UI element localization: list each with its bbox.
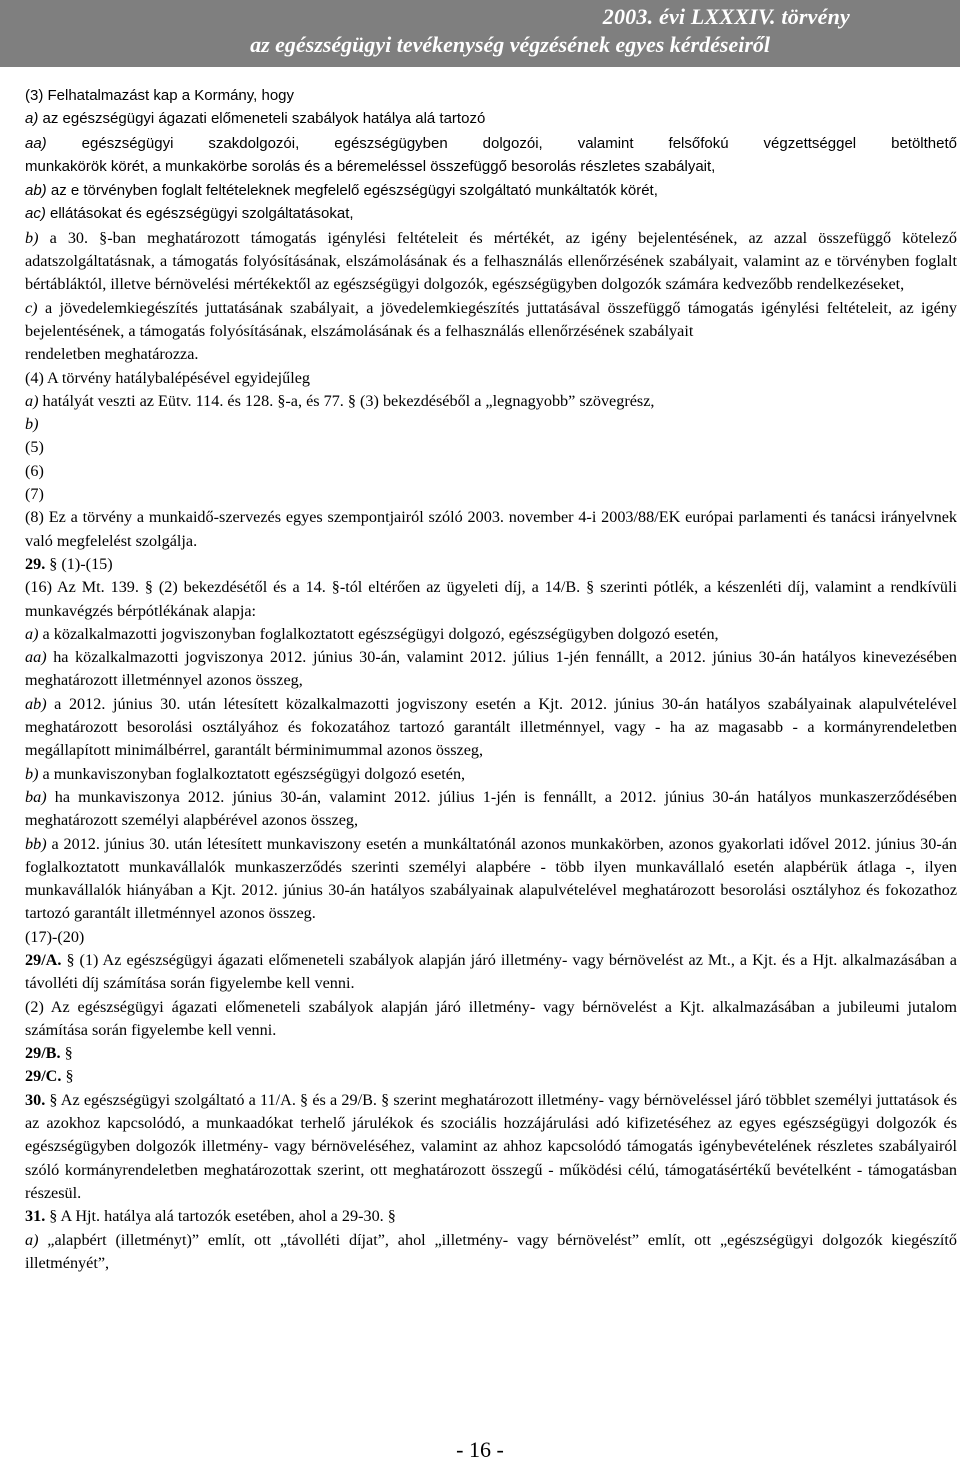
paragraph: c) a jövedelemkiegészítés juttatásának szabályait, a jövedelemkiegészítés juttatásával összefüggő támogatás igénylési feltételeit, az igény bejelentésének, a támogatás folyósításának, elszámolásának és a felhasználás ellenőrzésének szabályait (25, 298, 957, 340)
paragraph: munkakörök körét, a munkakörbe sorolás és a béremeléssel összefüggő besorolás részletes szabályait, (25, 157, 716, 175)
paragraph: a) hatályát veszti az Eütv. 114. és 128. §-a, és 77. § (3) bekezdéséből a „legnagyobb” szövegrész, (25, 391, 655, 410)
paragraph: (2) Az egészségügyi ágazati előmeneteli szabályok alapján járó illetmény- vagy bérnövelést a Kjt. alkalmazásában a jubileumi jutalom számítása során figyelembe kell venni. (25, 997, 957, 1039)
paragraph: 29/A. § (1) Az egészségügyi ágazati előmeneteli szabályok alapján járó illetmény- vagy bérnövelést az Mt., a Kjt. és a Hjt. alkalmazásában a távolléti díj számítása során figyelembe kell venni. (25, 950, 957, 993)
paragraph: ab) a 2012. június 30. után létesített közalkalmazotti jogviszony esetén a Kjt. 2012. június 30-án hatályos szabályainak alapulvételével meghatározott besorolási osztályához és fokozatához tartozó garantált illetménnyel, vagy - ha az magasabb - a kormányrendeletben megállapított minimálbérrel, garantált bérminimummal azonos összeg, (25, 694, 957, 760)
paragraph: 29/C. § (25, 1067, 74, 1086)
paragraph: (16) Az Mt. 139. § (2) bekezdésétől és a 14. §-tól eltérően az ügyeleti díj, a 14/B. § szerinti pótlék, a készenléti díj, valamint a rendkívüli munkavégzés bérpótlékának alapja: (25, 578, 957, 620)
paragraph: 30. § Az egészségügyi szolgáltató a 11/A. § és a 29/B. § szerint meghatározott illetmény- vagy bérnöveléssel járó többlet személyi juttatások és az azokhoz kapcsolódó, a munkaadókat terhelő járulékok és szociális hozzájárulási adó kifizetéséhez az egyes egészségügyi dolgozók és egészségügyben dolgozók illetmény- vagy bérnöveléséhez, valamint az ahhoz kapcsolódó támogatás igénybevételének részletes szabályairól szóló kormányrendeletben meghatározottak szerint, ott meghatározott összegű - működési célú, támogatásértékű bevételként - támogatásban részesül. (25, 1090, 957, 1202)
page-header (0, 0, 960, 67)
paragraph: 29. § (1)-(15) (25, 554, 113, 573)
page-number: - 16 - (456, 1437, 504, 1462)
paragraph: aa) ha közalkalmazotti jogviszonya 2012. június 30-án, valamint 2012. július 1-jén fennállt, a 2012. június 30-án hatályos kinevezésében meghatározott illetménnyel azonos összeg, (25, 648, 957, 690)
paragraph: a) „alapbért (illetményt)” említ, ott „távolléti díjat”, ahol „illetmény- vagy bérnövelést” említ, ott „egészségügyi dolgozók kiegészítő illetményét”, (25, 1230, 957, 1272)
document-body (25, 84, 957, 1275)
paragraph: (6) (25, 461, 44, 480)
paragraph: b) (25, 415, 39, 434)
paragraph: rendeletben meghatározza. (25, 345, 199, 364)
paragraph: ba) ha munkaviszonya 2012. június 30-án, valamint 2012. július 1-jén is fennállt, a 2012. június 30-án hatályos munkaszerződésében meghatározott személyi alapbérével azonos összeg, (25, 787, 957, 830)
header-title-line1: 2003. évi LXXXIV. törvény (602, 4, 850, 29)
paragraph: (7) (25, 485, 44, 504)
paragraph: (3) Felhatalmazást kap a Kormány, hogy (25, 87, 295, 104)
paragraph: a) az egészségügyi ágazati előmeneteli szabályok hatálya alá tartozó (25, 110, 486, 128)
paragraph: b) a 30. §-ban meghatározott támogatás igénylési feltételeit és mértékét, az igény bejelentésének, az azzal összefüggő kötelező adatszolgáltatásnak, a támogatás folyósításának, elszámolásának és a felhasználás ellenőrzésének szabályait, valamint az e törvényben foglalt bértábláktól, illetve bérnövelési mértékektől az egészségügyi dolgozók, egészségügyben dolgozók számára kedvezőbb rendelkezéseket, (25, 228, 957, 294)
paragraph: (4) A törvény hatálybalépésével egyidejűleg (25, 368, 310, 387)
paragraph: aa) egészségügyi szakdolgozói, egészségügyben dolgozói, valamint felsőfokú végzettséggel betölthető (25, 134, 957, 152)
paragraph: ab) az e törvényben foglalt feltételeknek megfelelő egészségügyi szolgáltató munkáltatók körét, (25, 182, 658, 200)
paragraph: 31. § A Hjt. hatálya alá tartozók esetében, ahol a 29-30. § (25, 1207, 396, 1226)
paragraph: (17)-(20) (25, 927, 85, 946)
paragraph: ac) ellátásokat és egészségügyi szolgáltatásokat, (25, 205, 354, 223)
paragraph: (8) Ez a törvény a munkaidő-szervezés egyes szempontjairól szóló 2003. november 4-i 2003/88/EK európai parlamenti és tanácsi irányelvnek való megfelelést szolgálja. (25, 508, 957, 550)
header-title-line2: az egészségügyi tevékenység végzésének egyes kérdéseiről (250, 32, 770, 57)
paragraph: a) a közalkalmazotti jogviszonyban foglalkoztatott egészségügyi dolgozó, egészségügyben dolgozó esetén, (25, 624, 719, 643)
paragraph: 29/B. § (25, 1044, 73, 1063)
paragraph: b) a munkaviszonyban foglalkoztatott egészségügyi dolgozó esetén, (25, 764, 466, 783)
paragraph: (5) (25, 438, 44, 457)
paragraph: bb) a 2012. június 30. után létesített munkaviszony esetén a munkáltatónál azonos munkakörben, azonos gyakorlati idővel 2012. június 30-án foglalkoztatott munkavállalók munkaszerződés szerinti személyi alapbére - több ilyen munkavállaló esetén alapbérük átlaga -, ilyen munkavállalók hiányában a Kjt. 2012. június 30-án hatályos szabályainak alapulvételével meghatározott besorolási osztályhoz és fokozathoz tartozó garantált illetménnyel azonos összeg. (25, 834, 957, 923)
